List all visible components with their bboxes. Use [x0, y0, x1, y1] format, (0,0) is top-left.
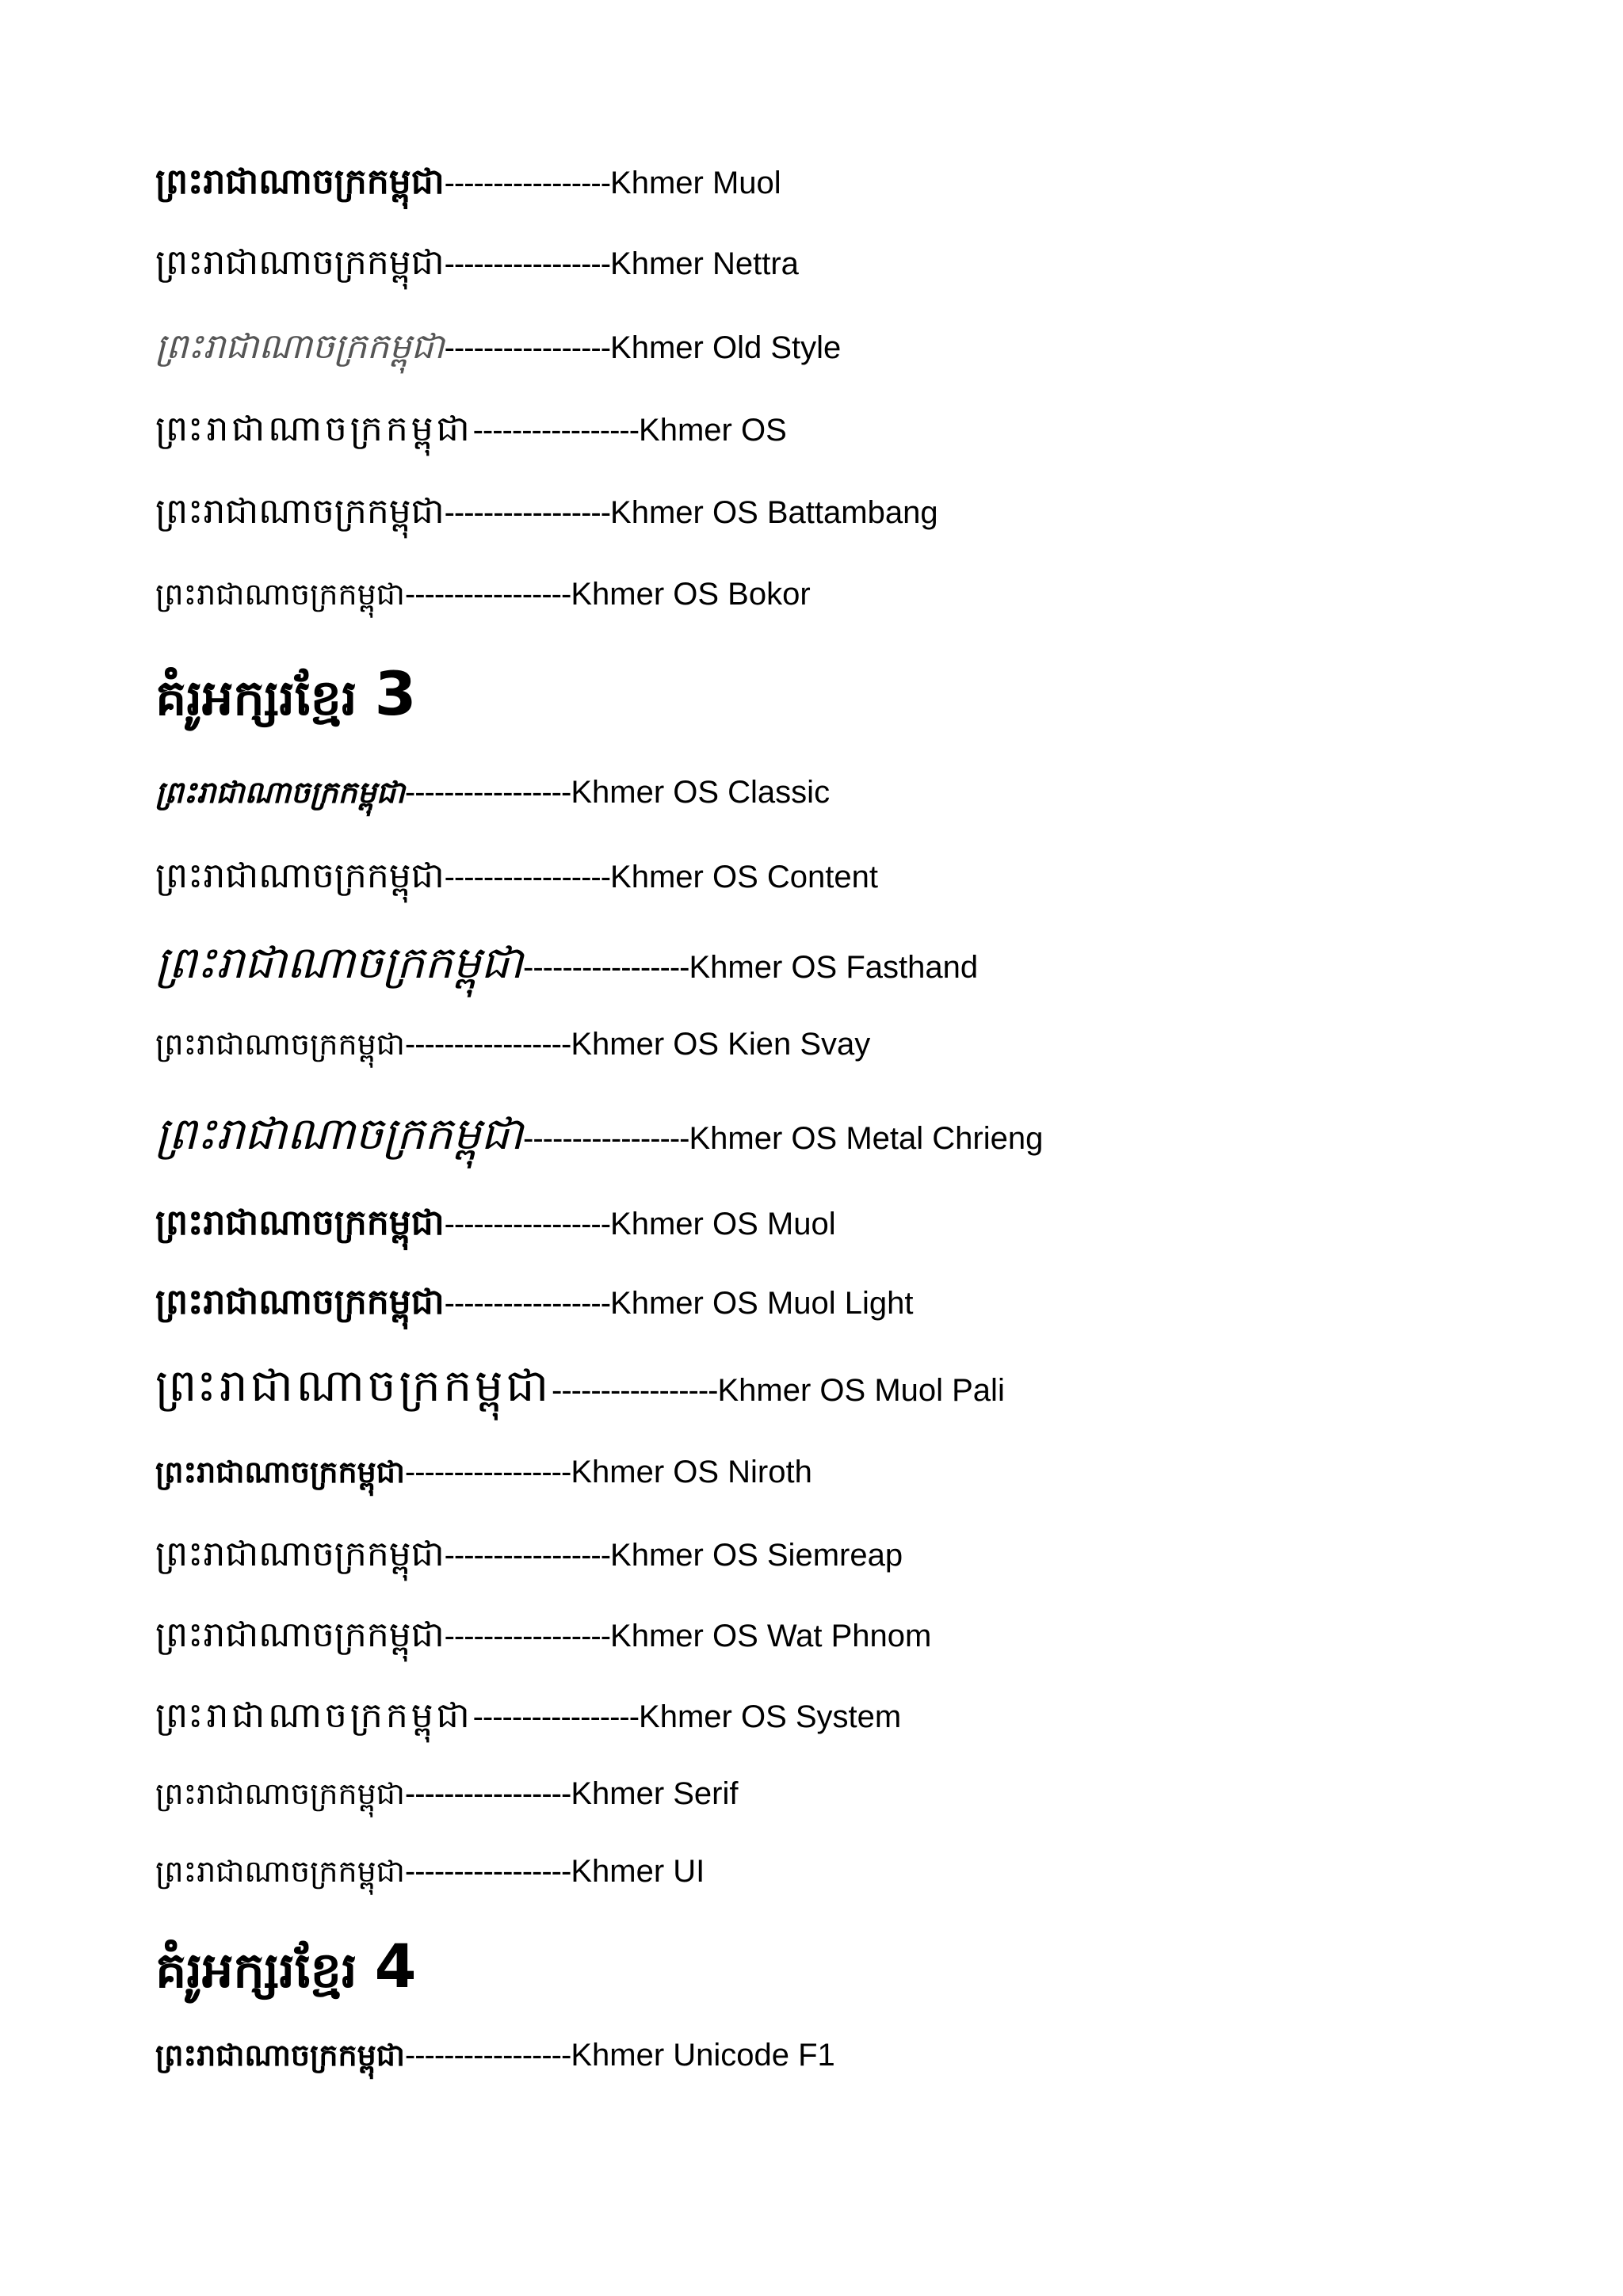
dash-separator: ----------------- — [444, 330, 611, 365]
font-sample-row — [155, 1028, 870, 1060]
khmer-sample-text: ព្រះរាជាណាចក្រកម្ពុជា — [155, 1854, 405, 1889]
font-sample-row — [155, 1360, 1005, 1412]
font-sample-row — [155, 776, 830, 808]
font-name: Khmer Serif — [571, 1776, 739, 1811]
font-sample-row — [155, 242, 799, 283]
dash-separator: ----------------- — [404, 577, 571, 612]
font-sample-row — [155, 856, 878, 896]
font-name: Khmer OS Bokor — [571, 577, 811, 612]
khmer-sample-text: ព្រះរាជាណាចក្រកម្ពុជា — [155, 1695, 473, 1736]
section-heading-number: 4 — [374, 1931, 417, 2001]
section-heading-text: គំរូអក្សរខ្មែរ — [155, 669, 357, 727]
font-name: Khmer OS Wat Phnom — [610, 1619, 932, 1653]
khmer-sample-text: ព្រះរាជាណាចក្រកម្ពុជា — [155, 409, 473, 449]
font-name: Khmer OS System — [639, 1699, 902, 1734]
font-sample-row — [155, 1203, 836, 1243]
dash-separator: ----------------- — [444, 1619, 611, 1653]
dash-separator: ----------------- — [444, 246, 611, 281]
font-sample-row — [155, 937, 979, 989]
font-sample-row — [155, 409, 787, 449]
khmer-sample-text: ព្រះរាជាណាចក្រកម្ពុជា — [155, 856, 445, 896]
dash-separator: ----------------- — [552, 1373, 718, 1408]
section-heading — [155, 658, 417, 729]
khmer-sample-text: ព្រះរាជាណាចក្រកម្ពុជា — [155, 242, 445, 283]
font-sample-row — [155, 1778, 739, 1810]
font-sample-row — [155, 1615, 932, 1655]
khmer-sample-text: ព្រះរាជាណាចក្រកម្ពុជា — [155, 775, 405, 810]
khmer-sample-text: ព្រះរាជាណាចក្រកម្ពុជា — [155, 1776, 405, 1811]
section-heading-text: គំរូអក្សរខ្មែរ — [155, 1941, 357, 1999]
dash-separator: ----------------- — [444, 860, 611, 894]
font-name: Khmer OS Metal Chrieng — [689, 1121, 1044, 1156]
dash-separator: ----------------- — [404, 1027, 571, 1062]
font-name: Khmer Old Style — [610, 330, 842, 365]
dash-separator: ----------------- — [444, 1207, 611, 1241]
dash-separator: ----------------- — [472, 1699, 640, 1734]
font-sample-row — [155, 326, 842, 367]
font-name: Khmer OS Niroth — [571, 1455, 812, 1489]
dash-separator: ----------------- — [404, 1455, 571, 1489]
font-name: Khmer OS Kien Svay — [571, 1027, 871, 1062]
khmer-sample-text: ព្រះរាជាណាចក្រកម្ពុជា — [155, 937, 524, 989]
font-sample-row — [155, 162, 781, 202]
font-sample-row — [155, 1534, 903, 1574]
font-sample-row — [155, 1108, 1044, 1160]
khmer-sample-text: ព្រះរាជាណាចក្រកម្ពុជា — [155, 1282, 445, 1322]
font-name: Khmer OS Classic — [571, 775, 831, 810]
font-name: Khmer OS Battambang — [610, 495, 938, 530]
dash-separator: ----------------- — [444, 1538, 611, 1573]
khmer-sample-text: ព្រះរាជាណាចក្រកម្ពុជា — [155, 1027, 405, 1062]
khmer-sample-text: ព្រះរាជាណាចក្រកម្ពុជា — [155, 2038, 405, 2073]
font-sample-row — [155, 2039, 835, 2071]
section-heading-number: 3 — [374, 658, 417, 729]
font-sample-row — [155, 1282, 914, 1322]
dash-separator: ----------------- — [404, 775, 571, 810]
dash-separator: ----------------- — [444, 495, 611, 530]
font-name: Khmer Muol — [610, 166, 781, 200]
khmer-sample-text: ព្រះរាជាណាចក្រកម្ពុជា — [155, 1360, 552, 1412]
khmer-sample-text: ព្រះរាជាណាចក្រកម្ពុជា — [155, 162, 445, 202]
font-sample-row — [155, 1855, 705, 1887]
khmer-sample-text: ព្រះរាជាណាចក្រកម្ពុជា — [155, 1108, 524, 1160]
font-name: Khmer OS Content — [610, 860, 878, 894]
dash-separator: ----------------- — [523, 950, 689, 985]
font-name: Khmer OS Muol Light — [610, 1286, 914, 1321]
font-name: Khmer OS Siemreap — [610, 1538, 903, 1573]
font-sample-row — [155, 1456, 812, 1488]
dash-separator: ----------------- — [404, 1776, 571, 1811]
dash-separator: ----------------- — [523, 1121, 689, 1156]
font-name: Khmer OS — [639, 413, 787, 448]
font-name: Khmer Nettra — [610, 246, 799, 281]
font-name: Khmer OS Fasthand — [689, 950, 979, 985]
khmer-sample-text: ព្រះរាជាណាចក្រកម្ពុជា — [155, 326, 445, 367]
font-sample-row — [155, 1695, 902, 1736]
font-name: Khmer OS Muol — [610, 1207, 836, 1241]
font-name: Khmer OS Muol Pali — [717, 1373, 1005, 1408]
khmer-sample-text: ព្រះរាជាណាចក្រកម្ពុជា — [155, 1203, 445, 1243]
section-heading — [155, 1931, 417, 2001]
dash-separator: ----------------- — [404, 2038, 571, 2073]
dash-separator: ----------------- — [444, 1286, 611, 1321]
khmer-sample-text: ព្រះរាជាណាចក្រកម្ពុជា — [155, 1455, 405, 1489]
dash-separator: ----------------- — [404, 1854, 571, 1889]
font-name: Khmer UI — [571, 1854, 705, 1889]
khmer-sample-text: ព្រះរាជាណាចក្រកម្ពុជា — [155, 1615, 445, 1655]
khmer-sample-text: ព្រះរាជាណាចក្រកម្ពុជា — [155, 1534, 445, 1574]
dash-separator: ----------------- — [444, 166, 611, 200]
font-sample-row — [155, 491, 938, 532]
font-sample-row — [155, 578, 811, 610]
khmer-sample-text: ព្រះរាជាណាចក្រកម្ពុជា — [155, 577, 405, 612]
khmer-sample-text: ព្រះរាជាណាចក្រកម្ពុជា — [155, 491, 445, 532]
font-name: Khmer Unicode F1 — [571, 2038, 835, 2073]
dash-separator: ----------------- — [472, 413, 640, 448]
